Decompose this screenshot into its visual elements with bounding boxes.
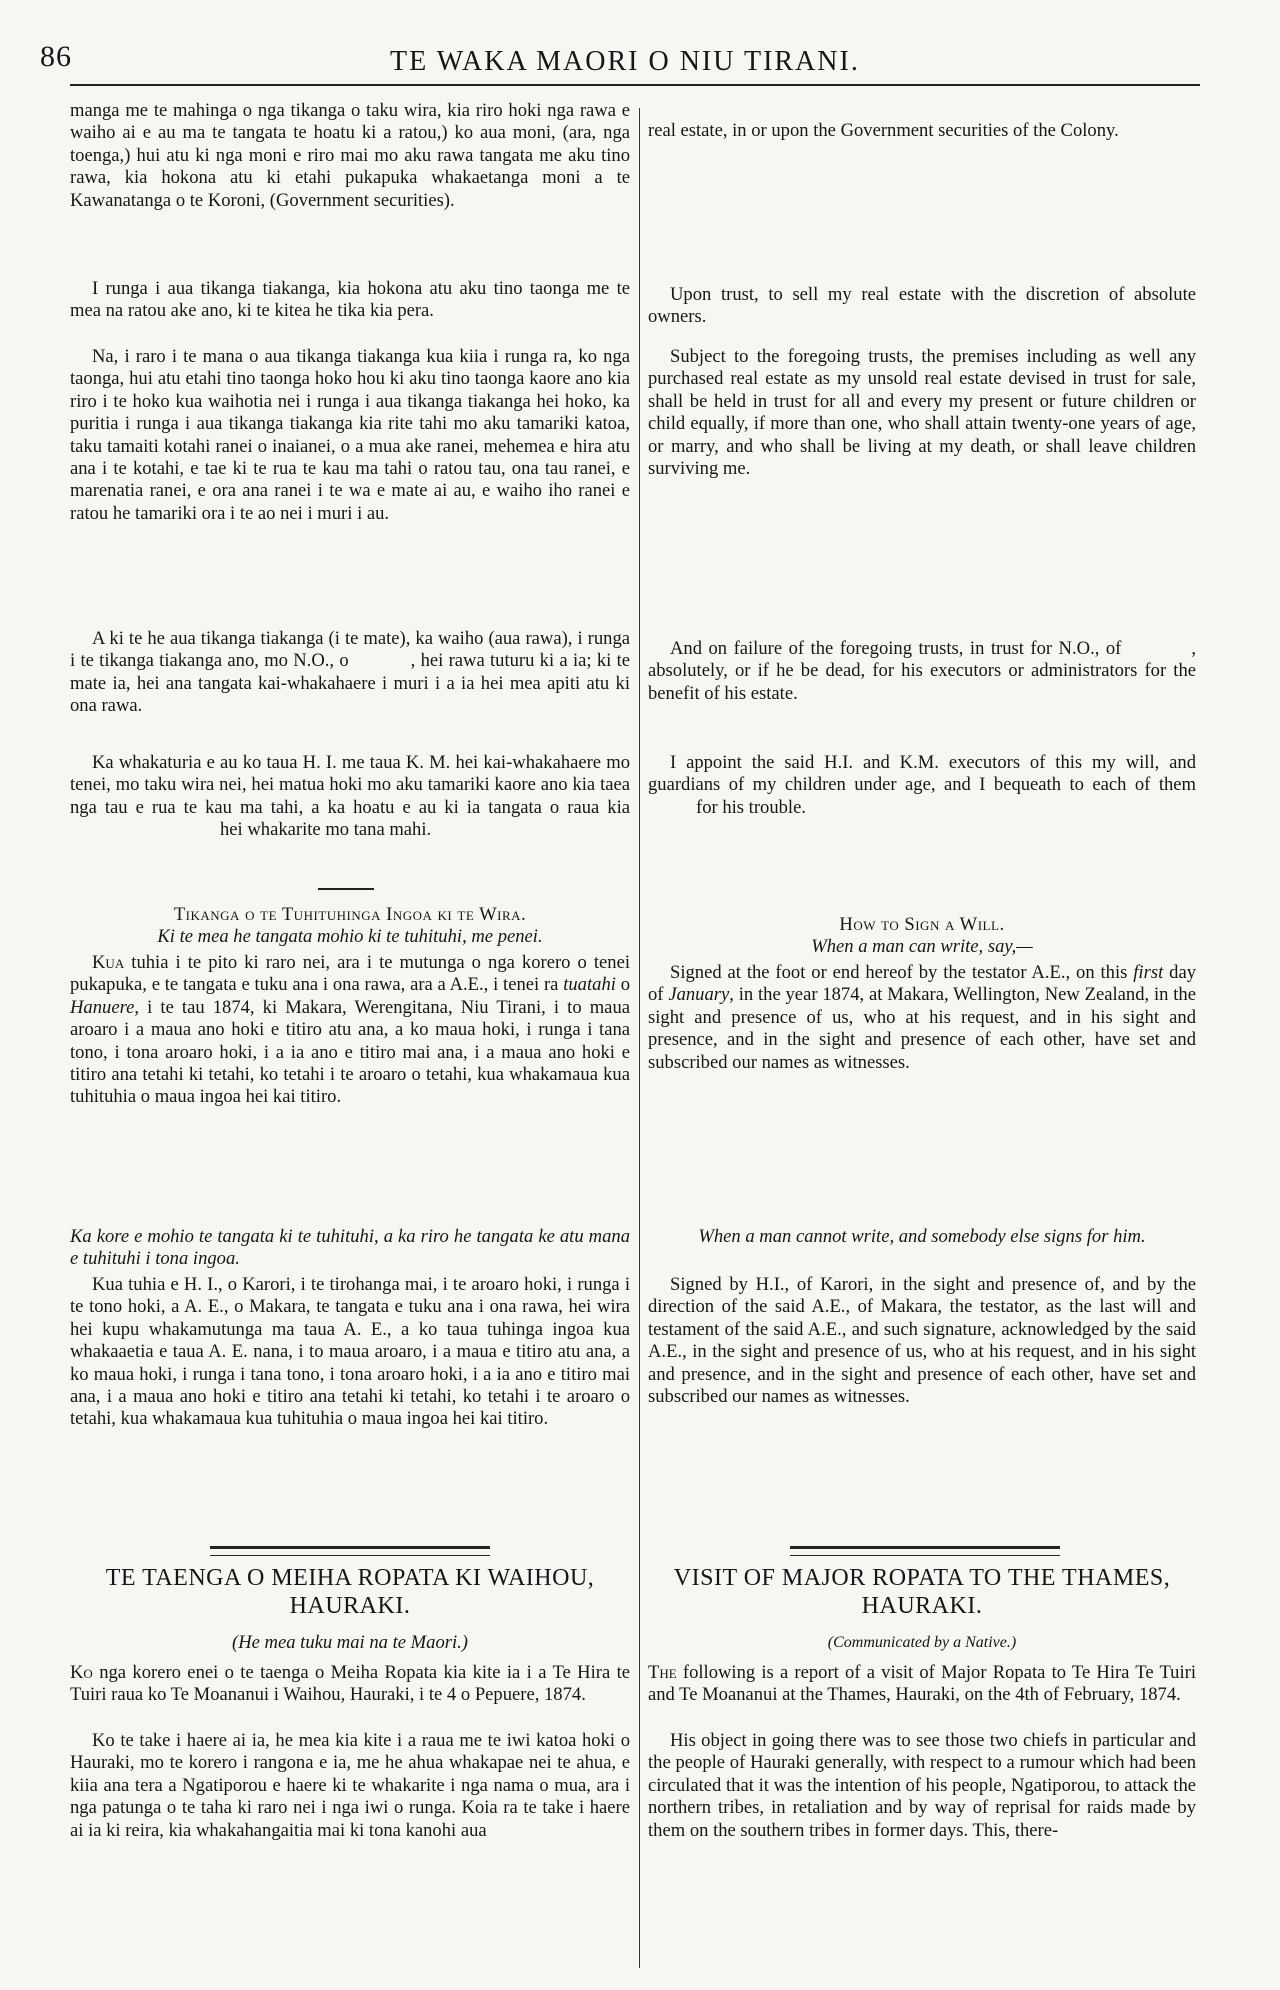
left-p5: Ka whakaturia e au ko taua H. I. me taua K. M. hei kai-whakahaere mo tenei, mo taku wira nei, hei matua hoki mo aku tamariki kaore ano kia taea nga tau e rua te kau ma tahi, a ka hoatu e au ki ia tangata o raua kiahei whakarite mo tana mahi. [70,752,630,841]
left-p1: manga me te mahinga o nga tikanga o taku wira, kia riro hoki nga rawa e waiho ai e au ma te tangata te hoatu ki a ratou,) ko aua moni, (ara, nga toenga,) hui atu ki nga moni e riro mai mo aku rawa tangata me aku tino rawa, kia hokona atu ki etahi pukapuka whakaetanga moni a te Kawanatanga o te Koroni, (Government securities). [70,100,630,211]
left-h3: Ka kore e mohio te tangata ki te tuhituhi, a ka riro he tangata ke atu mana e tuhituhi i tona ingoa. [70,1226,630,1270]
left-p3: Na, i raro i te mana o aua tikanga tiakanga kua kiia i runga ra, ko nga taonga, hui atu etahi tino taonga hoko hou ki aku tino taonga kaore ano kia riro i te hoko kua waihotia nei i runga i aua tikanga tiakanga hei hoko, ka puritia i runga i aua tikanga tiakanga kia rite tahi mo aku tamariki katoa, taku tamaiti kotahi ranei o inaianei, o a mua ake ranei, mehemea e hira atu ana i te kotahi, e tae ki te rua te kau ma tahi o ratou tau, ona tau ranei, e marenatia ranei, e ora ana ranei i te wa e mate ai au, e waiho iho ranei e ratou he tamariki ora i te ao nei i muri i au. [70,346,630,524]
left-p4: A ki te he aua tikanga tiakanga (i te mate), ka waiho (aua rawa), i runga i te tikanga tiakanga ano, mo N.O., o , hei rawa tuturu ki a ia; ki te mate ia, hei ana tangata kai-whakahaere i muri i a ia hei mea apiti atu ki ona rawa. [70,628,630,717]
right-p3: Subject to the foregoing trusts, the premises including as well any purchased real estate as my unsold real estate devised in trust for sale, shall be held in trust for all and every my present or future children or child equally, if more than one, who shall attain twenty-one years of age, or marry, and who shall be living at my death, or shall leave children surviving me. [648,346,1196,480]
section-rule [318,888,374,890]
left-p8: Ko nga korero enei o te taenga o Meiha Ropata kia kite ia i a Te Hira te Tuiri raua ko Te Moananui i Waihou, Hauraki, i te 4 o Pepuere, 1874. [70,1662,630,1706]
right-p1: real estate, in or upon the Government securities of the Colony. [648,120,1119,141]
left-p9: Ko te take i haere ai ia, he mea kia kite i a raua me te iwi katoa hoki o Hauraki, mo te korero i rangona e ia, me he ahua whakapae nei te ahua, e kiia ana tera a Ngatiporou e haere ki te whakarite i nga nama o mua, ara i nga patunga o te taha ki raro nei i nga iwi o runga. Koia ra te take i haere ai ia ki reira, kia whakahangaitia mai ki tona kanohi aua [70,1730,630,1841]
section-double-rule-right [790,1546,1060,1556]
right-p7: Signed by H.I., of Karori, in the sight and presence of, and by the direction of the said A.E., of Makara, the testator, as the last will and testament of the said A.E., and such signature, acknowledged by the said A.E., in the sight and presence of us, who at his request, and in his sight and presence, and in the sight and presence of each other, have set and subscribed our names as witnesses. [648,1274,1196,1408]
right-h4: VISIT OF MAJOR ROPATA TO THE THAMES, HAURAKI. [673,1565,1171,1619]
left-h4-sub: (He mea tuku mai na te Maori.) [232,1632,468,1653]
section-double-rule [210,1546,490,1556]
running-title: TE WAKA MAORI O NIU TIRANI. [390,46,860,77]
left-p2: I runga i aua tikanga tiakanga, kia hokona atu aku tino taonga me te mea na ratou ake ano, ki te kitea he tika kia pera. [70,278,630,322]
left-p7: Kua tuhia e H. I., o Karori, i te tirohanga mai, i te aroaro hoki, i runga i te tono hoki, a A. E., o Makara, te tangata e tuku ana i ona rawa, hei wira hei kupu whakamutunga ma taua A. E., a ko taua tuhinga ingoa kua whakaaetia e taua A. E. nana, i to maua aroaro, i a maua e titiro atu ana, a ko maua hoki, i runga i tana tono, i tona aroaro hoki, i a ia ano e titiro mai ana, i a maua ano hoki e titiro ana tetahi ki tetahi, ko tetahi i te aroaro o tetahi, kua whakamaua kua tuhituhia o maua ingoa hei kai titiro. [70,1274,630,1430]
right-p9: His object in going there was to see those two chiefs in particular and the people of Hauraki generally, with respect to a rumour which had been circulated that it was the intention of his people, Ngatiporou, to attack the northern tribes, in retaliation and by way of reprisal for raids made by them on the southern tribes in former days. This, there- [648,1730,1196,1841]
right-p4: And on failure of the foregoing trusts, in trust for N.O., of , absolutely, or if he be dead, for his executors or administrators for the benefit of his estate. [648,638,1196,704]
page-header [40,38,1200,88]
right-h2: How to Sign a Will. When a man can write, say,— [811,914,1033,958]
left-p6: Kua tuhia i te pito ki raro nei, ara i te mutunga o nga korero o tenei pukapuka, e te tangata e tuku ana i ona rawa, ara a A.E., i tenei ra tuatahi o Hanuere, i te tau 1874, ki Makara, Werengitana, Niu Tirani, i to maua aroaro i a maua ano hoki e titiro atu ana, a ko maua hoki, i runga i tana tono, i tona aroaro hoki, i a ia ano e titiro mai ana, i a maua ano hoki e titiro ana tetahi ki tetahi, ko tetahi i te aroaro o tetahi, kua whakamaua kua tuhituhia o maua ingoa hei kai titiro. [70,952,630,1108]
left-h4: TE TAENGA O MEIHA ROPATA KI WAIHOU, HAURAKI. [105,1565,595,1619]
right-p8: The following is a report of a visit of Major Ropata to Te Hira Te Tuiri and Te Moananui at the Thames, Hauraki, on the 4th of February, 1874. [648,1662,1196,1706]
right-p6: Signed at the foot or end hereof by the testator A.E., on this first day of January, in the year 1874, at Makara, Wellington, New Zealand, in the sight and presence of us, who at his request, and in his sight and presence, and in the sight and presence of each other, have set and subscribed our names as witnesses. [648,962,1196,1073]
left-h2: Tikanga o te Tuhituhinga Ingoa ki te Wira. Ki te mea he tangata mohio ki te tuhituhi, me penei. [157,904,543,948]
right-p5: I appoint the said H.I. and K.M. executors of this my will, and guardians of my children under age, and I bequeath to each of themfor his trouble. [648,752,1196,818]
column-divider [639,108,640,1968]
header-rule [70,84,1200,86]
right-h4-sub: (Communicated by a Native.) [827,1634,1017,1651]
page-number: 86 [40,40,72,73]
right-p2: Upon trust, to sell my real estate with the discretion of absolute owners. [648,284,1196,328]
right-h3: When a man cannot write, and somebody else signs for him. [698,1226,1146,1247]
